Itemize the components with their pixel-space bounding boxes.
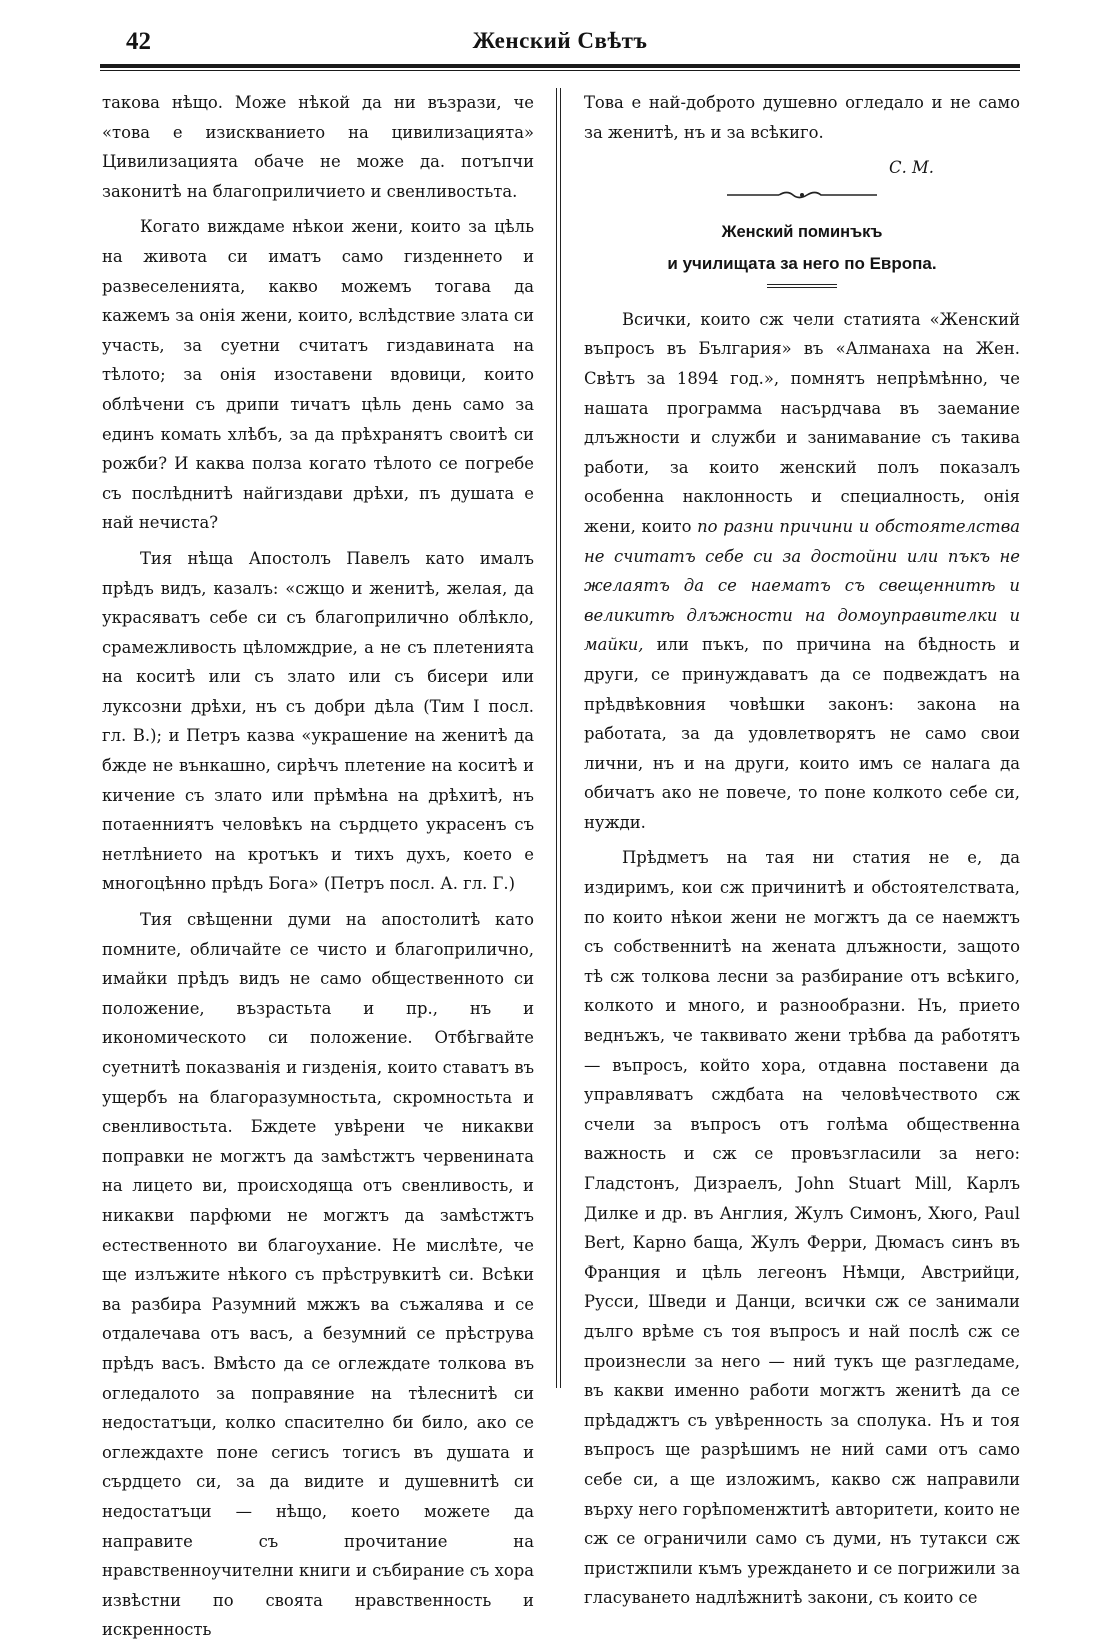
right-column: [584, 88, 1020, 1619]
right-paragraph-1-start: Всички, които сж чели статията «Женский въпросъ въ България» въ «Алманаха на Жен. Свѣтъ за 1894 год.», помнятъ непрѣмѣнно, че нашата программа насърдчава въ заемание длъжности и служби и занимавание съ такива работи, за които женский полъ показалъ особенна наклонность и специалность, онія жени, които: [584, 309, 1020, 536]
left-paragraph-3: Тия нѣща Апостолъ Павелъ като ималъ прѣдъ видъ, казалъ: «сжщо и женитѣ, желая, да украсяватъ себе си съ благоприлично облѣкло, срамежливость цѣломждрие, а не съ плетенията на коситѣ или съ злато или съ бисери или луксозни дрѣхи, нъ съ добри дѣла (Тим I посл. гл. В.); и Петръ казва «украшение на женитѣ да бжде не вънкашно, сирѣчъ плетение на коситѣ и кичение съ злато или прѣмѣна на дрѣхитѣ, нъ потаенниятъ человѣкъ на сърдцето украсенъ съ нетлѣнието на кротъкъ и тихъ духъ, което е многоцѣнно прѣдъ Бога» (Петръ посл. А. гл. Г.): [102, 548, 534, 894]
page-header: [100, 28, 1020, 60]
left-paragraph-4: Тия свѣщенни думи на апостолитѣ като помните, обличайте се чисто и благоприлично, имайки прѣдъ видъ не само общественното си положение, възрастьта и пр., нъ и икономическото си положение. Отбѣгвайте суетнитѣ показванія и гизденія, които ставатъ въ ущербъ на благоразумностьта, скромностьта и свенливостьта. Бждете увѣрени че никакви поправки не могжтъ да замѣстжтъ червенината на лицето ви, происходяща отъ свенливость, и никакви парфюми не могжтъ да замѣстжтъ естественното ви благоухание. Не мислѣте, че ще излъжите нѣкого съ прѣструвкитѣ си. Всѣки ва разбира Разумний мжжъ ва съжалява и се отдалечава отъ васъ, а безумний се прѣструва прѣдъ васъ. Вмѣсто да се оглеждате толкова въ огледалото за поправяние на тѣлеснитѣ си недостатъци, колко спасително би било, ако се оглеждахте поне сегисъ тогисъ въ душата и сърдцето си, за да видите и душевнитѣ си недостатъци — нѣщо, което можете да направите съ прочитание на нравственноучителни книги и събирание съ хора извѣстни по своята нравственность и искренность: [102, 910, 534, 1640]
author-signature: С. М.: [889, 158, 934, 178]
article-subtitle: и училищата за него по Европа.: [667, 253, 937, 273]
right-paragraph-1-italic: по разни причини и обстоятелства не считатъ себе си за достойни или пъкъ не желаятъ да се наематъ съ свещеннитѣ и великитѣ длъжности на домоуправителки и майки,: [584, 516, 1020, 655]
page-number: 42: [126, 28, 151, 55]
left-column: [102, 88, 534, 1651]
column-divider-second: [560, 88, 562, 1388]
right-paragraph-1-end: или пъкъ, по причина на бѣдность и други, се принуждаватъ да се подвеждатъ на прѣдвѣковния човѣшки законъ: закона на работата, за да удовлетворятъ не само свои лични, нъ и на други, които имъ се налага да обичатъ ако не повече, то поне колкото себе си, нужди.: [584, 635, 1020, 832]
article-title: Женский поминъкъ: [721, 222, 883, 241]
ornament-divider: [727, 189, 877, 201]
left-paragraph-2: Когато виждаме нѣкои жени, които за цѣль на живота си иматъ само гизденнето и развеселенията, какво можемъ тогава да кажемъ за онія жени, които, вслѣдствие злата си участь, за суетни считатъ гиздавината на тѣлото; за онія изоставени вдовици, които облѣчени съ дрипи тичатъ цѣль день само за единъ комать хлѣбъ, за да прѣхранятъ своитѣ си рожби? И каква полза когато тѣлото се погребе съ послѣднитѣ найгиздави дрѣхи, пъ душата е най нечиста?: [102, 217, 534, 533]
title-double-rule: [767, 283, 837, 289]
right-paragraph-2: Прѣдметъ на тая ни статия не е, да издиримъ, кои сж причинитѣ и обстоятелствата, по които нѣкои жени не могжтъ да се наемжтъ съ собственнитѣ на жената длъжности, защото тѣ сж толкова лесни за разбирание отъ всѣкиго, колкото и много, и разнообразни. Нъ, прието веднъжъ, че таквивато жени трѣбва да работятъ — въпросъ, който хора, отдавна поставени да управляватъ сждбата на человѣчеството сж счели за въпросъ отъ голѣма общественна важность и сж се провъзгласили за него: Гладстонъ, Дизраелъ, John Stuart Mill, Карлъ Дилке и др. въ Англия, Жулъ Симонъ, Хюго, Paul Bert, Карно баща, Жулъ Ферри, Дюмасъ синъ въ Франция и цѣль легеонъ Нѣмци, Австрийци, Русси, Шведи и Данци, всички сж се занимали дълго врѣме съ тоя въпросъ и най послѣ сж се произнесли за него — ний тукъ ще разгледаме, въ какви именно работи могжтъ женитѣ да се прѣдаджтъ съ увѣренность за сполука. Нъ и тоя въпросъ ще разрѣшимъ не ний сами отъ само себе си, а ще изложимъ, какво сж направили върху него горѣпоменжтитѣ авторитети, които не сж се ограничили само съ думи, нъ тутакси сж пристжпили къмъ уреждането и се погрижили за гласуването надлѣжнитѣ закони, съ които се: [584, 848, 1020, 1608]
left-paragraph-1: такова нѣщо. Може нѣкой да ни възрази, че «това е изискванието на цивилизацията» Цивилизацията обаче не може да. потъпчи законитѣ на благоприличието и свенливостьта.: [102, 93, 534, 201]
right-paragraph-1: [584, 305, 1020, 838]
running-title: Женский Свѣтъ: [472, 28, 648, 53]
header-rule-thick: [100, 64, 1020, 68]
column-divider: [556, 88, 558, 1388]
header-rule-thin: [100, 70, 1020, 71]
right-intro-paragraph: Това е най-доброто душевно огледало и не само за женитѣ, нъ и за всѣкиго.: [584, 93, 1020, 142]
